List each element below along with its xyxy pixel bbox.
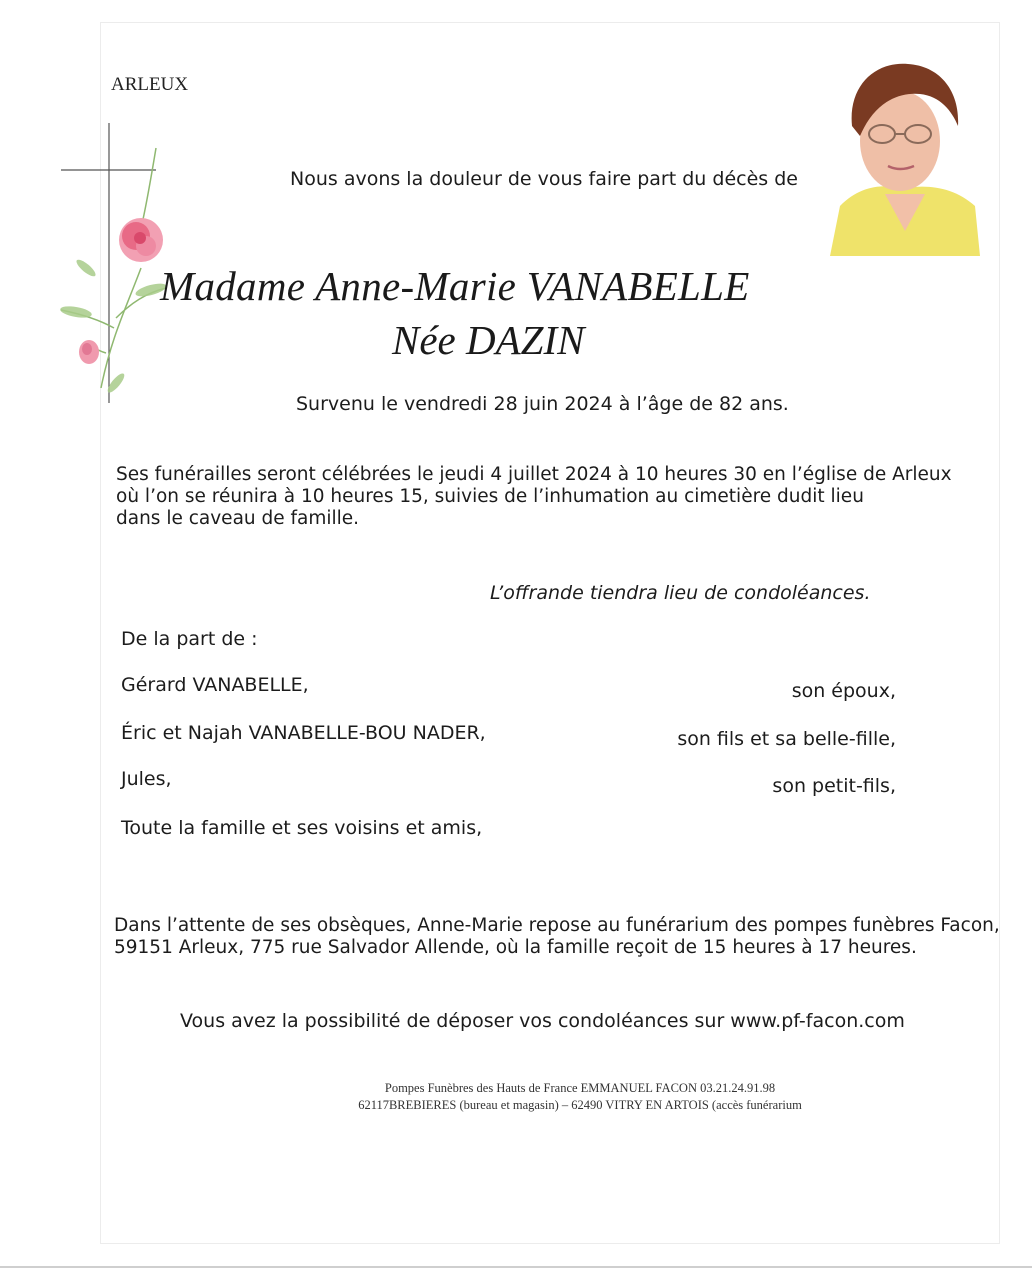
funeral-line-2: où l’on se réunira à 10 heures 15, suivies de l’inhumation au cimetière dudit lieu	[116, 486, 864, 507]
funeral-details	[116, 464, 952, 530]
offering-text: L’offrande tiendra lieu de condoléances.	[490, 582, 871, 604]
leaves	[59, 257, 167, 395]
family-member-name: Éric et Najah VANABELLE-BOU NADER,	[121, 722, 486, 744]
intro-text: Nous avons la douleur de vous faire part du décès de	[290, 168, 798, 190]
deceased-name: Madame Anne-Marie VANABELLE	[160, 263, 750, 309]
family-member-name: Jules,	[121, 768, 172, 790]
pink-flower-icon	[119, 218, 163, 262]
footer-line-2: 62117BREBIERES (bureau et magasin) – 62490 VITRY EN ARTOIS (accès funérarium	[358, 1098, 802, 1112]
family-member-relation: son fils et sa belle-fille,	[677, 728, 896, 750]
from-label: De la part de :	[121, 628, 258, 650]
town-name: ARLEUX	[111, 74, 189, 95]
death-date-text: Survenu le vendredi 28 juin 2024 à l’âge de 82 ans.	[296, 393, 789, 415]
flower-bud-icon	[79, 340, 99, 364]
cross-and-flower-decoration	[56, 118, 176, 408]
funeral-company-footer	[300, 1080, 860, 1114]
family-member-name: Toute la famille et ses voisins et amis,	[121, 817, 483, 839]
funeral-home-details	[114, 915, 1000, 959]
flower-stem	[61, 148, 166, 388]
maiden-name: Née DAZIN	[392, 317, 585, 363]
scan-edge-line	[0, 1266, 1032, 1268]
portrait-photo	[830, 56, 980, 256]
cross-icon	[61, 123, 156, 403]
family-member-relation: son petit-fils,	[772, 775, 896, 797]
funeral-home-line-1: Dans l’attente de ses obsèques, Anne-Marie repose au funérarium des pompes funèbres Facon,	[114, 915, 1000, 936]
funeral-line-3: dans le caveau de famille.	[116, 508, 360, 529]
family-member-name: Gérard VANABELLE,	[121, 674, 309, 696]
family-member-relation: son époux,	[791, 680, 896, 702]
condolences-text: Vous avez la possibilité de déposer vos condoléances sur www.pf-facon.com	[180, 1010, 905, 1032]
funeral-line-1: Ses funérailles seront célébrées le jeudi 4 juillet 2024 à 10 heures 30 en l’église de Arleux	[116, 464, 952, 485]
funeral-home-line-2: 59151 Arleux, 775 rue Salvador Allende, où la famille reçoit de 15 heures à 17 heures.	[114, 937, 917, 958]
footer-line-1: Pompes Funèbres des Hauts de France EMMANUEL FACON 03.21.24.91.98	[384, 1081, 776, 1095]
